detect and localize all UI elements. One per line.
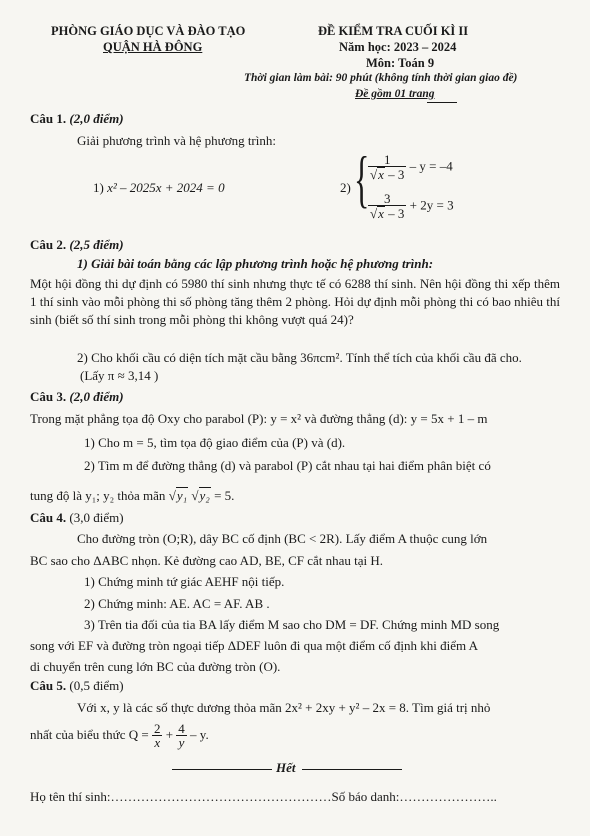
q3-points: (2,0 điểm) [69,389,124,404]
q3-part2-line2: tung độ là y₁; y₂ thỏa mãn √y₁ √y₂ = 5. [30,488,235,503]
system-eq2-den-radicand: x [378,206,384,221]
q1-part1 [93,180,225,196]
q1-points: (2,0 điểm) [69,111,124,126]
q3-heading [30,389,124,405]
system-eq1-fraction [368,153,406,182]
school-year: Năm học: 2023 – 2024 [339,40,457,54]
department-name: PHÒNG GIÁO DỤC VÀ ĐÀO TẠO [51,24,246,38]
q4-points: (3,0 điểm) [69,510,124,525]
q2-part1-text: Một hội đồng thi dự định có 5980 thí sinh nhưng thực tế có 6288 thí sinh. Nên hội đồng thi xếp thêm 1 thí sinh vào mỗi phòng thi số phòng tăng thêm 2 phòng. Hỏi dự định mỗi phòng thi có bao nhiêu thí sinh (biết số thí sinh trong mỗi phòng thi không vượt quá 24)? [30,276,560,327]
q4-part1: 1) Chứng minh tứ giác AEHF nội tiếp. [84,574,285,589]
system-eq2-rest: + 2y = 3 [409,197,454,213]
q2-part1-title: 1) Giải bài toán bằng các lập phương trình hoặc hệ phương trình: [77,256,434,271]
q4-part2: 2) Chứng minh: AE. AC = AF. AB . [84,596,270,611]
q4-part3-line3: di chuyển trên cung lớn BC của đường tròn (O). [30,659,281,674]
end-marker: Hết [276,760,296,775]
end-line-left [172,769,272,770]
q3-part2-start: tung độ là y₁; y₂ thỏa mãn [30,488,166,503]
q3-part2-line1: 2) Tìm m để đường thẳng (d) và parabol (P) cắt nhau tại hai điểm phân biệt có [84,458,491,473]
q4-part3-line1: 3) Trên tia đối của tia BA lấy điểm M sao cho DM = DF. Chứng minh MD song [84,617,500,632]
q5-line2 [30,722,209,750]
system-eq1-den-text: – 3 [384,167,405,182]
q5-fraction1-den: x [154,735,161,750]
q4-intro-line1: Cho đường tròn (O;R), dây BC cố định (BC < 2R). Lấy điểm A thuộc cung lớn [77,531,488,546]
system-eq1-rest: – y = –4 [409,158,453,174]
system-eq1-numerator: 1 [368,153,406,167]
q5-heading [30,678,124,694]
q2-part2-text: 2) Cho khối cầu có diện tích mặt cầu bằng 36πcm². Tính thể tích của khối cầu đã cho. [77,350,522,365]
system-eq1-den-radicand: x [378,167,384,182]
q4-part3-line2: song với EF và đường tròn ngoại tiếp ΔDEF luôn đi qua một điểm cố định khi điểm A [30,638,479,653]
exam-title: ĐỀ KIỂM TRA CUỐI KÌ II [318,24,469,38]
q3-title: Câu 3. [30,389,67,404]
system-eq2-den-text: – 3 [384,206,405,221]
q1-title: Câu 1. [30,111,67,126]
q5-fraction1-num: 2 [153,721,161,736]
q4-title: Câu 4. [30,510,67,525]
system-eq2-denominator: √x – 3 [370,206,405,221]
q5-points: (0,5 điểm) [69,678,124,693]
page-count: Đề gồm 01 trang [355,88,435,100]
q5-line2-start: nhất của biểu thức Q = [30,726,149,742]
system-eq1-denominator: √x – 3 [370,167,405,182]
q5-fraction2-den: y [178,735,185,750]
q5-title: Câu 5. [30,678,67,693]
q5-fraction2 [176,722,187,750]
q1-part1-label: 1) [93,180,104,195]
q5-fraction2-num: 4 [178,721,185,736]
header-underline [427,102,457,103]
q3-part2-end: = 5. [214,488,235,503]
system-eq2-fraction [368,192,406,221]
q5-line1: Với x, y là các số thực dương thỏa mãn 2x² + 2xy + y² – 2x = 8. Tìm giá trị nhỏ [77,700,491,715]
system-eq1 [368,153,453,182]
q3-part1: 1) Cho m = 5, tìm tọa độ giao điểm của (P) và (d). [84,435,346,450]
q3-root-y1: y₁ [176,488,188,503]
system-eq2 [368,192,454,221]
system-eq2-numerator: 3 [368,192,406,206]
candidate-info: Họ tên thí sinh:……………………………………………Số báo danh:………………….. [30,789,497,804]
q4-intro-line2: BC sao cho ΔABC nhọn. Kẻ đường cao AD, BE, CF cắt nhau tại H. [30,553,384,568]
q3-intro: Trong mặt phẳng tọa độ Oxy cho parabol (P): y = x² và đường thẳng (d): y = 5x + 1 – m [30,411,488,426]
q3-root-y2: y₂ [199,488,210,503]
q5-plus: + [165,726,174,742]
q2-title: Câu 2. [30,237,67,252]
q4-heading [30,510,124,526]
q2-points: (2,5 điểm) [69,237,124,252]
q5-fraction1 [152,722,163,750]
q1-intro: Giải phương trình và hệ phương trình: [77,133,276,148]
subject: Môn: Toán 9 [366,56,435,70]
system-brace: { [354,143,370,214]
q2-part2-note: (Lấy π ≈ 3,14 ) [80,368,159,383]
q1-heading [30,111,124,127]
q5-line2-end: – y. [190,726,209,742]
q1-part1-equation: x² – 2025x + 2024 = 0 [107,180,225,195]
q2-heading [30,237,124,253]
duration: Thời gian làm bài: 90 phút (không tính thời gian giao đề) [244,72,518,84]
district-name: QUẬN HÀ ĐÔNG [103,40,203,54]
q1-part2-label: 2) [340,180,351,195]
end-line-right [302,769,402,770]
